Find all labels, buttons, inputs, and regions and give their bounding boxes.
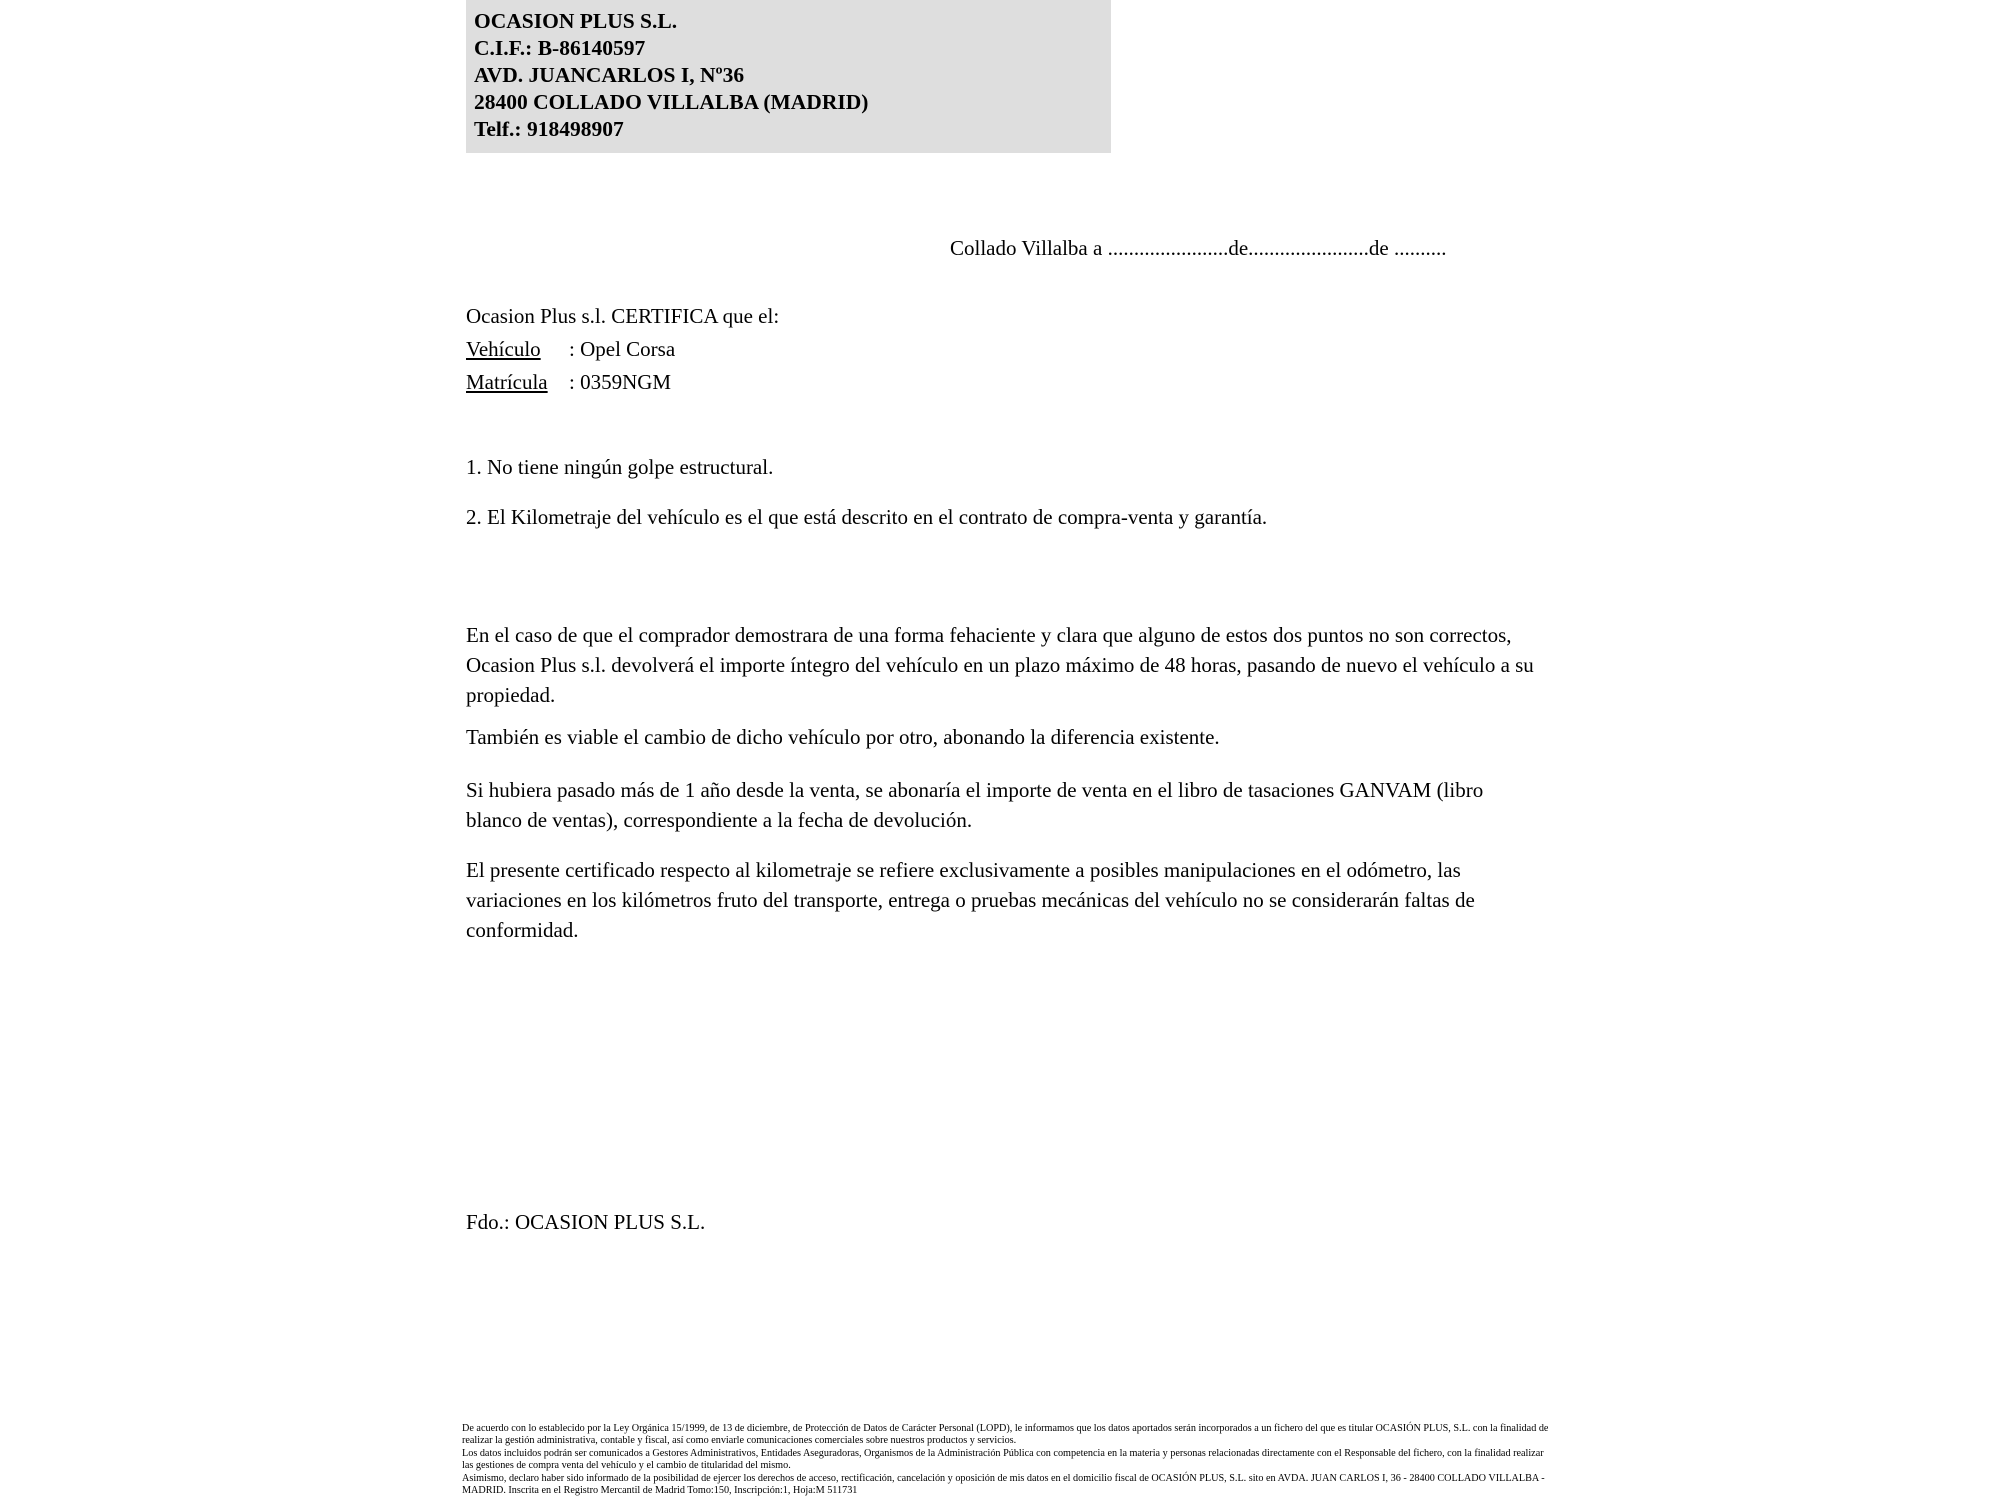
clause-exchange: También es viable el cambio de dicho vehículo por otro, abonando la diferencia existente. xyxy=(466,725,1220,749)
certification-intro: Ocasion Plus s.l. CERTIFICA que el: xyxy=(466,304,780,328)
company-name: OCASION PLUS S.L. xyxy=(474,9,678,33)
clause-ganvam: Si hubiera pasado más de 1 año desde la venta, se abonaría el importe de venta en el libro de tasaciones GANVAM (libro blanco de ventas), correspondiente a la fecha de devolución. xyxy=(466,778,1484,832)
certification-block xyxy=(466,300,779,399)
legal-paragraph-3: Asimismo, declaro haber sido informado de la posibilidad de ejercer los derechos de acceso, rectificación, cancelación y oposición de mis datos en el domicilio fiscal de OCASIÓN PLUS, S.L. sito en AVDA. JUAN CARLOS I, 36 - 28400 COLLADO VILLALBA - MADRID. Inscrita en el Registro Mercantil de Madrid Tomo:150, Inscripción:1, Hoja:M 511731 xyxy=(462,1472,1545,1497)
letterhead-block xyxy=(466,0,1111,153)
signature-line: Fdo.: OCASION PLUS S.L. xyxy=(466,1210,706,1234)
vehicle-row xyxy=(466,333,779,366)
plate-label: Matrícula xyxy=(466,370,548,394)
legal-paragraph-1: De acuerdo con lo establecido por la Ley Orgánica 15/1999, de 13 de diciembre, de Protección de Datos de Carácter Personal (LOPD), le informamos que los datos aportados serán incorporados a un fichero del que es titular OCASIÓN PLUS, S.L. con la finalidad de realizar la gestión administrativa, contable y fiscal, así como enviarle comunicaciones comerciales sobre nuestros productos y servicios. xyxy=(462,1423,1549,1447)
legal-footnote xyxy=(462,1423,1557,1497)
vehicle-value: : Opel Corsa xyxy=(569,337,676,361)
clause-odometer: El presente certificado respecto al kilometraje se refiere exclusivamente a posibles manipulaciones en el odómetro, las variaciones en los kilómetros fruto del transporte, entrega o pruebas mecánicas del vehículo no se considerarán faltas de conformidad. xyxy=(466,858,1475,942)
legal-paragraph-2: Los datos incluidos podrán ser comunicados a Gestores Administrativos, Entidades Aseguradoras, Organismos de la Administración Pública con competencia en la materia y personas relacionadas directamente con el Responsable del fichero, con la finalidad realizar las gestiones de compra venta del vehículo y el cambio de titularidad del mismo. xyxy=(462,1447,1544,1472)
date-line: Collado Villalba a .......................de.......................de .......... xyxy=(950,236,1447,260)
certified-point-2: 2. El Kilometraje del vehículo es el que está descrito en el contrato de compra-venta y garantía. xyxy=(466,505,1268,529)
vehicle-label: Vehículo xyxy=(466,337,541,361)
company-address-street: AVD. JUANCARLOS I, Nº36 xyxy=(474,63,745,87)
plate-value: : 0359NGM xyxy=(569,370,672,394)
company-phone: Telf.: 918498907 xyxy=(474,117,624,141)
company-cif: C.I.F.: B-86140597 xyxy=(474,36,646,60)
company-address-city: 28400 COLLADO VILLALBA (MADRID) xyxy=(474,90,869,114)
certified-point-1: 1. No tiene ningún golpe estructural. xyxy=(466,455,774,479)
clause-refund: En el caso de que el comprador demostrara de una forma fehaciente y clara que alguno de estos dos puntos no son correctos, Ocasion Plus s.l. devolverá el importe íntegro del vehículo en un plazo máximo de 48 horas, pasando de nuevo el vehículo a su propiedad. xyxy=(466,623,1534,707)
plate-row xyxy=(466,366,779,399)
